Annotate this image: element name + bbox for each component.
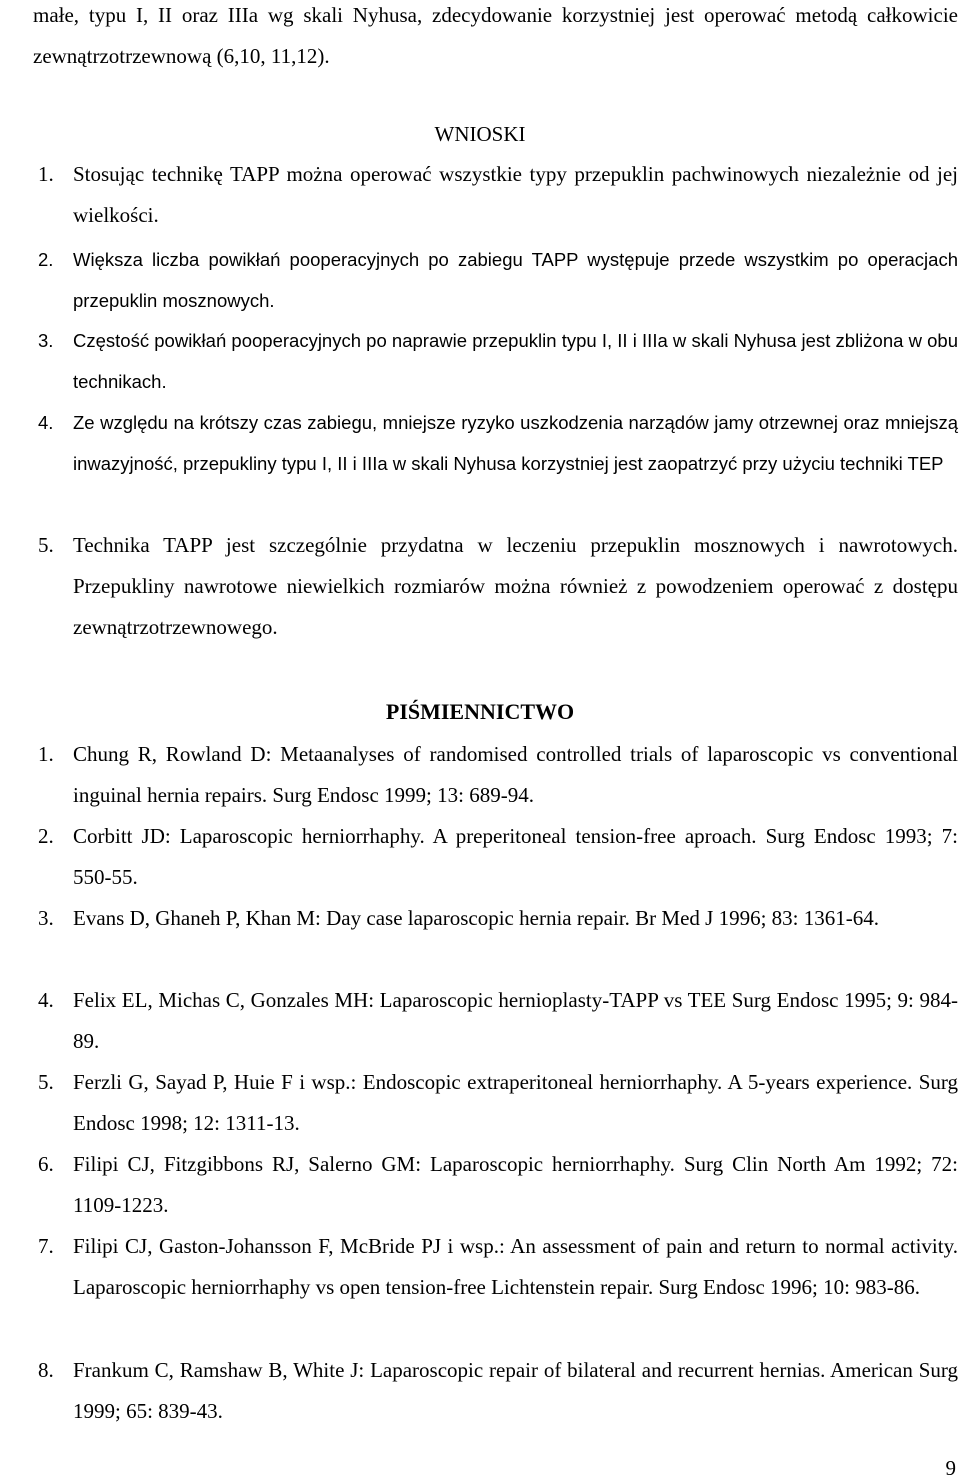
conclusion-number: 2. (38, 249, 54, 270)
reference-item (38, 980, 958, 1062)
conclusion-item (38, 320, 958, 402)
reference-number: 4. (38, 988, 54, 1012)
conclusion-text: Technika TAPP jest szczególnie przydatna w leczeniu przepuklin mosznowych i nawrotowych. Przepukliny nawrotowe niewielkich rozmiarów można również z powodzeniem operować z dostępu zewnątrzotrzewnowego. (73, 533, 958, 639)
reference-text: Ferzli G, Sayad P, Huie F i wsp.: Endoscopic extraperitoneal herniorrhaphy. A 5-years experience. Surg Endosc 1998; 12: 1311-13. (73, 1070, 958, 1135)
reference-text: Filipi CJ, Gaston-Johansson F, McBride PJ i wsp.: An assessment of pain and return to normal activity. Laparoscopic herniorrhaphy vs open tension-free Lichtenstein repair. Surg Endosc 1996; 10: 983-86. (73, 1234, 958, 1299)
reference-item (38, 1226, 958, 1308)
intro-paragraph: małe, typu I, II oraz IIIa wg skali Nyhusa, zdecydowanie korzystniej jest operować metodą całkowicie zewnątrzotrzewnową (6,10, 11,12). (33, 3, 958, 68)
reference-number: 6. (38, 1152, 54, 1176)
conclusion-item (38, 239, 958, 321)
conclusion-number: 3. (38, 330, 54, 351)
page-number: 9 (945, 1456, 956, 1480)
reference-text: Evans D, Ghaneh P, Khan M: Day case laparoscopic hernia repair. Br Med J 1996; 83: 1361-64. (73, 906, 879, 930)
conclusion-number: 5. (38, 533, 54, 557)
conclusion-text: Częstość powikłań pooperacyjnych po naprawie przepuklin typu I, II i IIIa w skali Nyhusa jest zbliżona w obu technikach. (73, 330, 958, 392)
reference-number: 5. (38, 1070, 54, 1094)
conclusion-number: 1. (38, 162, 54, 186)
conclusion-item (38, 525, 958, 648)
conclusion-item (38, 154, 958, 236)
conclusion-text: Ze względu na krótszy czas zabiegu, mniejsze ryzyko uszkodzenia narządów jamy otrzewnej oraz mniejszą inwazyjność, przepukliny typu I, II i IIIa w skali Nyhusa korzystniej jest zaopatrzyć przy użyciu techniki TEP (73, 412, 958, 474)
reference-item (38, 898, 958, 939)
reference-item (38, 734, 958, 816)
reference-text: Filipi CJ, Fitzgibbons RJ, Salerno GM: Laparoscopic herniorrhaphy. Surg Clin North Am 1992; 72: 1109-1223. (73, 1152, 958, 1217)
reference-number: 2. (38, 824, 54, 848)
references-heading: PIŚMIENNICTWO (385, 699, 575, 724)
reference-item (38, 1144, 958, 1226)
reference-item (38, 1350, 958, 1432)
reference-text: Felix EL, Michas C, Gonzales MH: Laparoscopic hernioplasty-TAPP vs TEE Surg Endosc 1995; 9: 984-89. (73, 988, 958, 1053)
conclusion-text: Stosując technikę TAPP można operować wszystkie typy przepuklin pachwinowych niezależnie od jej wielkości. (73, 162, 958, 227)
conclusion-number: 4. (38, 412, 54, 433)
conclusions-heading: WNIOSKI (434, 122, 526, 146)
reference-text: Corbitt JD: Laparoscopic herniorrhaphy. A preperitoneal tension-free aproach. Surg Endosc 1993; 7: 550-55. (73, 824, 958, 889)
reference-number: 8. (38, 1358, 54, 1382)
reference-item (38, 816, 958, 898)
reference-number: 1. (38, 742, 54, 766)
reference-item (38, 1062, 958, 1144)
reference-number: 3. (38, 906, 54, 930)
conclusion-item (38, 402, 958, 484)
reference-text: Chung R, Rowland D: Metaanalyses of randomised controlled trials of laparoscopic vs conventional inguinal hernia repairs. Surg Endosc 1999; 13: 689-94. (73, 742, 958, 807)
conclusion-text: Większa liczba powikłań pooperacyjnych po zabiegu TAPP występuje przede wszystkim po operacjach przepuklin mosznowych. (73, 249, 958, 311)
reference-text: Frankum C, Ramshaw B, White J: Laparoscopic repair of bilateral and recurrent hernias. American Surg 1999; 65: 839-43. (73, 1358, 958, 1423)
reference-number: 7. (38, 1234, 54, 1258)
